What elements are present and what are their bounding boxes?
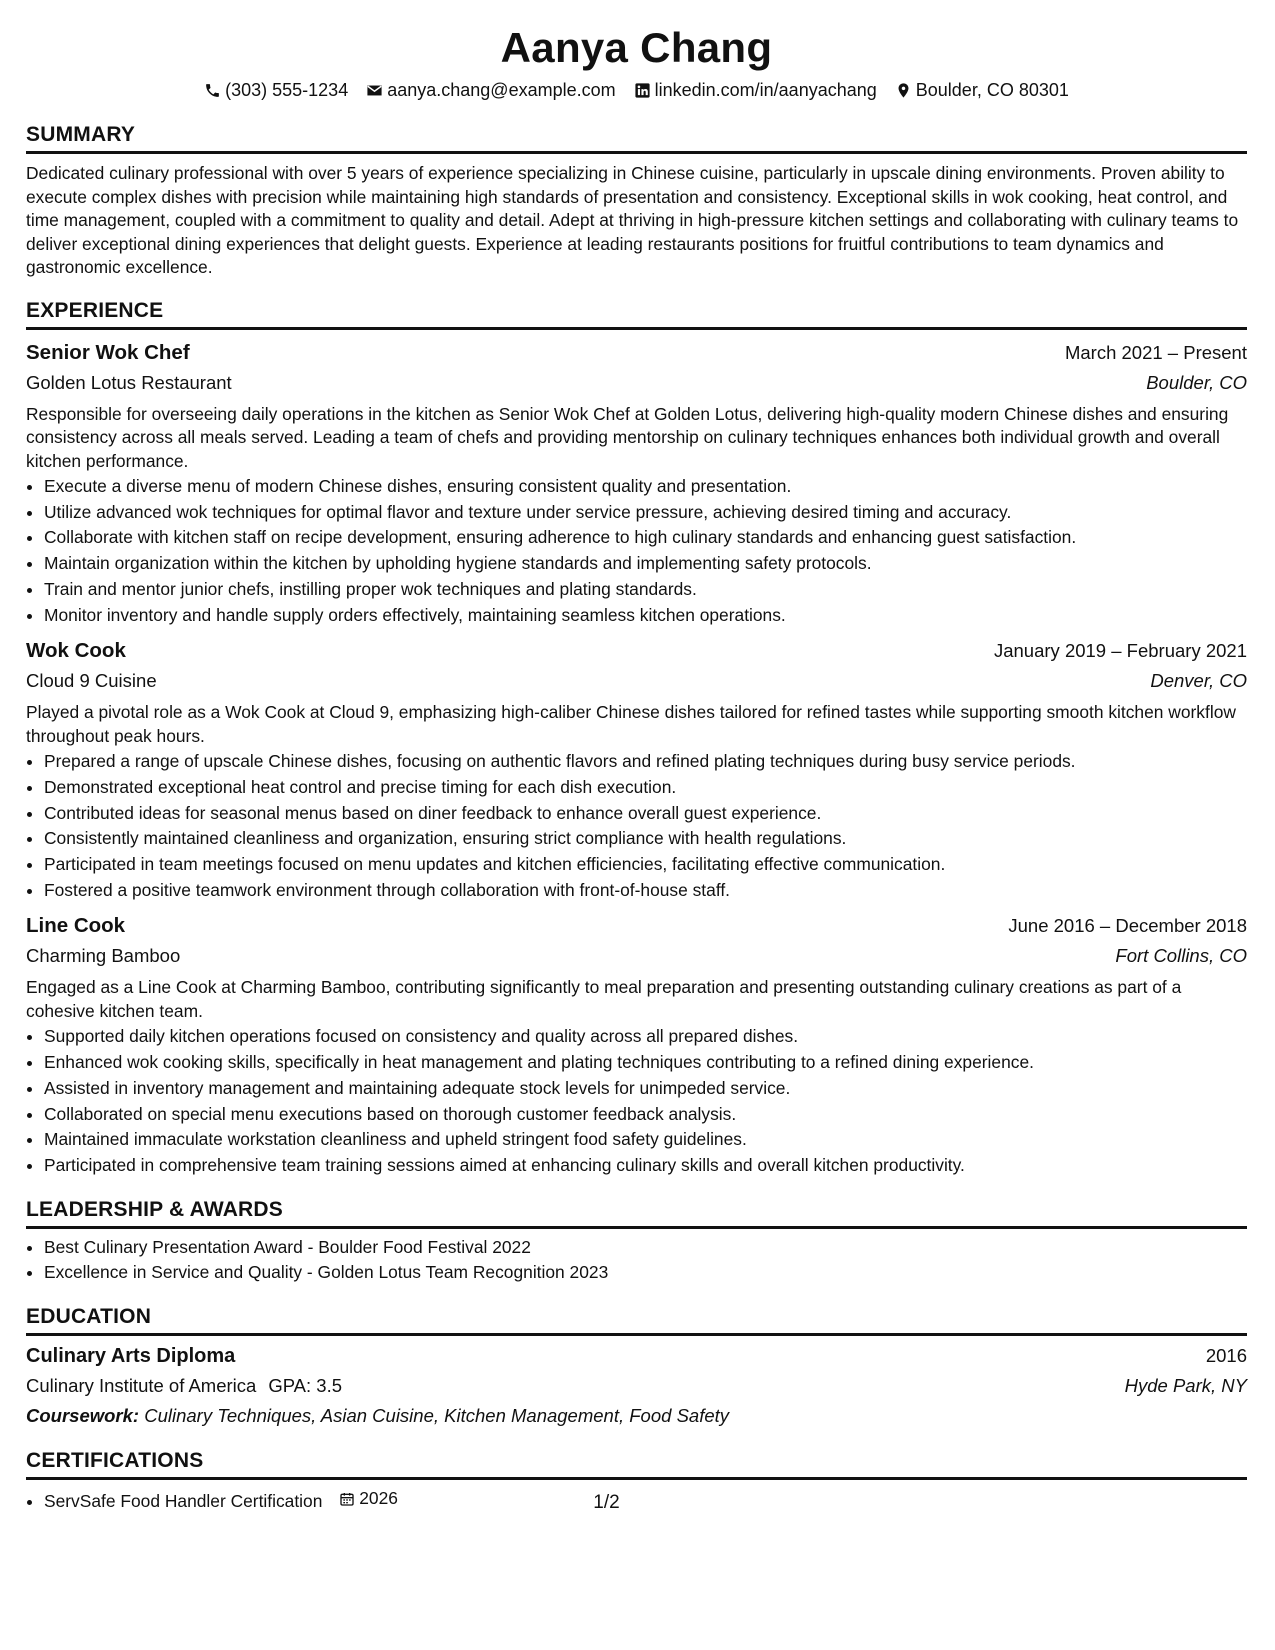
job-location: Boulder, CO [1146,371,1247,393]
education-location: Hyde Park, NY [1124,1375,1247,1397]
list-item: • Best Culinary Presentation Award - Boulder Food Festival 2022 [44,1235,1247,1261]
list-item: • Collaborated on special menu executions based on thorough customer feedback analysis. [44,1102,1247,1128]
job-bullets [26,1024,1247,1178]
education-gpa: GPA: 3.5 [268,1375,343,1397]
list-item: • Supported daily kitchen operations focused on consistency and quality across all prepared dishes. [44,1024,1247,1050]
certification-date-text: 2026 [359,1488,398,1509]
awards-heading: LEADERSHIP & AWARDS [26,1197,1247,1229]
contact-linkedin[interactable] [634,78,877,102]
education-heading: EDUCATION [26,1304,1247,1336]
contact-location [895,78,1069,102]
contact-phone-text: (303) 555-1234 [225,80,349,100]
list-item: • Participated in team meetings focused on menu updates and kitchen efficiencies, facilitating effective communication. [44,852,1247,878]
list-item: • Demonstrated exceptional heat control and precise timing for each dish execution. [44,775,1247,801]
phone-icon [204,82,221,99]
list-item: • Participated in comprehensive team training sessions aimed at enhancing culinary skills and overall kitchen productivity. [44,1153,1247,1179]
job-entry [26,636,1247,903]
job-bullets [26,749,1247,903]
list-item: • Prepared a range of upscale Chinese dishes, focusing on authentic flavors and refined plating techniques during busy service periods. [44,749,1247,775]
experience-heading: EXPERIENCE [26,298,1247,330]
list-item: • Monitor inventory and handle supply orders effectively, maintaining seamless kitchen operations. [44,603,1247,629]
list-item: • Collaborate with kitchen staff on recipe development, ensuring adherence to high culinary standards and enhancing guest satisfaction. [44,525,1247,551]
education-year: 2016 [1205,1345,1247,1367]
certifications-heading: CERTIFICATIONS [26,1448,1247,1480]
education-school-line [26,1371,342,1401]
education-section [26,1304,1247,1430]
job-location: Fort Collins, CO [1115,945,1247,967]
map-marker-icon [895,82,912,99]
education-degree: Culinary Arts Diploma [26,1345,236,1368]
coursework-text: Culinary Techniques, Asian Cuisine, Kitchen Management, Food Safety [144,1405,730,1427]
coursework-label: Coursework: [26,1405,140,1427]
contact-bar [26,78,1247,102]
list-item: • Utilize advanced wok techniques for optimal flavor and texture under service pressure, achieving desired timing and accuracy. [44,500,1247,526]
job-description: Responsible for overseeing daily operations in the kitchen as Senior Wok Chef at Golden Lotus, delivering high-quality modern Chinese dishes and ensuring consistency across all meals served. Leading a team of chefs and providing mentorship on culinary techniques enhances both individual growth and overall kitchen performance. [26,403,1229,471]
candidate-name: Aanya Chang [500,24,773,71]
job-company: Charming Bamboo [26,945,181,967]
contact-linkedin-text[interactable]: linkedin.com/in/aanyachang [654,80,877,100]
job-location: Denver, CO [1150,670,1247,692]
list-item: • Contributed ideas for seasonal menus based on diner feedback to enhance overall guest experience. [44,801,1247,827]
job-entry [26,338,1247,629]
awards-list [26,1235,1247,1286]
list-item: • Excellence in Service and Quality - Golden Lotus Team Recognition 2023 [44,1260,1247,1286]
experience-section [26,298,1247,1179]
list-item: • Train and mentor junior chefs, instilling proper wok techniques and plating standards. [44,577,1247,603]
job-company: Cloud 9 Cuisine [26,670,157,692]
list-item: • Maintain organization within the kitchen by upholding hygiene standards and implementing safety protocols. [44,551,1247,577]
awards-section [26,1197,1247,1286]
list-item: • Maintained immaculate workstation cleanliness and upheld stringent food safety guidelines. [44,1127,1247,1153]
job-description: Played a pivotal role as a Wok Cook at Cloud 9, emphasizing high-caliber Chinese dishes tailored for refined tastes while supporting smooth kitchen workflow throughout peak hours. [26,702,1236,746]
list-item: • Assisted in inventory management and maintaining adequate stock levels for unimpeded service. [44,1076,1247,1102]
list-item: • Execute a diverse menu of modern Chinese dishes, ensuring consistent quality and presentation. [44,474,1247,500]
contact-location-text: Boulder, CO 80301 [915,80,1069,100]
job-company: Golden Lotus Restaurant [26,371,232,393]
linkedin-icon [634,82,651,99]
list-item: • Fostered a positive teamwork environment through collaboration with front-of-house staff. [44,878,1247,904]
contact-phone [204,78,348,102]
job-entry [26,911,1247,1178]
job-dates: June 2016 – December 2018 [1008,915,1247,937]
education-coursework [26,1401,1247,1430]
list-item: • Enhanced wok cooking skills, specifically in heat management and plating techniques contributing to a refined dining experience. [44,1050,1247,1076]
summary-heading: SUMMARY [26,122,1247,154]
education-school: Culinary Institute of America [26,1375,257,1397]
summary-section [26,122,1247,280]
page-number: 1/2 [593,1492,620,1513]
list-item: • Consistently maintained cleanliness and organization, ensuring strict compliance with health regulations. [44,826,1247,852]
resume-page [26,22,1247,1515]
envelope-icon [366,82,383,99]
job-description: Engaged as a Line Cook at Charming Bamboo, contributing significantly to meal preparation and presenting outstanding culinary creations as part of a cohesive kitchen team. [26,977,1182,1021]
summary-text: Dedicated culinary professional with over 5 years of experience specializing in Chinese cuisine, particularly in upscale dining environments. Proven ability to execute complex dishes with precision while maintaining high standards of presentation and consistency. Exceptional skills in wok cooking, heat control, and time management, coupled with a commitment to quality and detail. Adept at thriving in high-pressure kitchen settings and collaborating with culinary teams to deliver exceptional dining experiences that delight guests. Experience at leading restaurants positions for fruitful contributions to team dynamics and gastronomic excellence. [26,163,1239,277]
contact-email[interactable] [366,78,615,102]
job-bullets [26,474,1247,628]
job-title: Senior Wok Chef [26,340,190,364]
job-dates: January 2019 – February 2021 [993,640,1247,662]
job-title: Wok Cook [26,639,126,663]
contact-email-text[interactable]: aanya.chang@example.com [387,80,616,100]
certification-name: ServSafe Food Handler Certification [44,1490,323,1511]
job-dates: March 2021 – Present [1064,341,1247,363]
job-title: Line Cook [26,914,126,938]
